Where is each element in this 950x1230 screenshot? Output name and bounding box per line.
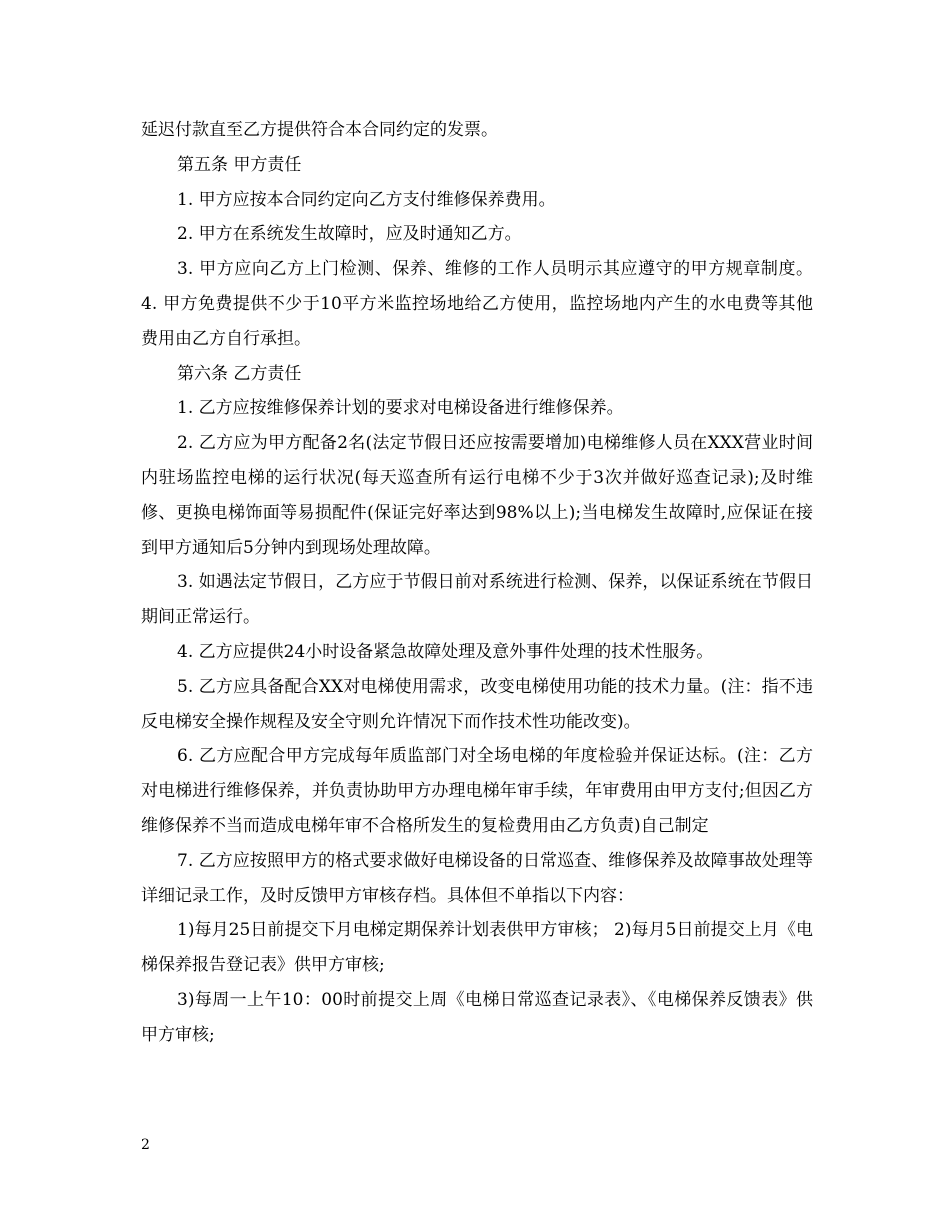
paragraph-payment-delay: 延迟付款直至乙方提供符合本合同约定的发票。	[141, 120, 498, 140]
heading-article-6: 第六条 乙方责任	[177, 363, 302, 384]
paragraph-article-6-item-6: 6. 乙方应配合甲方完成每年质监部门对全场电梯的年度检验并保证达标。(注：乙方对电梯进行维修保养，并负责协助甲方办理电梯年审手续，年审费用由甲方支付;但因乙方维修保养不当而造成电梯年审不合格所发生的复检费用由乙方负责)自己制定	[141, 746, 813, 836]
paragraph-article-6-item-1: 1. 乙方应按维修保养计划的要求对电梯设备进行维修保养。	[177, 398, 624, 419]
paragraph-subitems-1-2: 1)每月25日前提交下月电梯定期保养计划表供甲方审核； 2)每月5日前提交上月《电梯保养报告登记表》供甲方审核;	[141, 920, 813, 976]
paragraph-article-5-item-2: 2. 甲方在系统发生故障时，应及时通知乙方。	[177, 224, 522, 245]
paragraph-article-6-item-3: 3. 如遇法定节假日，乙方应于节假日前对系统进行检测、保养，以保证系统在节假日期间正常运行。	[141, 572, 813, 628]
paragraph-article-5-item-1: 1. 甲方应按本合同约定向乙方支付维修保养费用。	[177, 189, 556, 210]
page-number: 2	[141, 1137, 150, 1153]
document-body	[141, 113, 813, 1053]
heading-article-5: 第五条 甲方责任	[177, 154, 302, 175]
paragraph-article-6-item-2: 2. 乙方应为甲方配备2名(法定节假日还应按需要增加)电梯维修人员在XXX营业时间内驻场监控电梯的运行状况(每天巡查所有运行电梯不少于3次并做好巡查记录);及时维修、更换电梯饰面等易损配件(保证完好率达到98%以上);当电梯发生故障时,应保证在接到甲方通知后5分钟内到现场处理故障。	[141, 433, 813, 558]
paragraph-article-6-item-4: 4. 乙方应提供24小时设备紧急故障处理及意外事件处理的技术性服务。	[177, 641, 714, 662]
paragraph-article-5-items-3-4: 3. 甲方应向乙方上门检测、保养、维修的工作人员明示其应遵守的甲方规章制度。 4. 甲方免费提供不少于10平方米监控场地给乙方使用，监控场地内产生的水电费等其他费用由乙方自行承担。	[141, 259, 813, 349]
paragraph-article-6-item-7: 7. 乙方应按照甲方的格式要求做好电梯设备的日常巡查、维修保养及故障事故处理等详细记录工作，及时反馈甲方审核存档。具体但不单指以下内容：	[141, 850, 813, 906]
paragraph-article-6-item-5: 5. 乙方应具备配合XX对电梯使用需求，改变电梯使用功能的技术力量。(注：指不违反电梯安全操作规程及安全守则允许情况下而作技术性功能改变)。	[141, 676, 813, 732]
paragraph-subitem-3: 3)每周一上午10：00时前提交上周《电梯日常巡查记录表》、《电梯保养反馈表》供甲方审核;	[141, 989, 813, 1045]
